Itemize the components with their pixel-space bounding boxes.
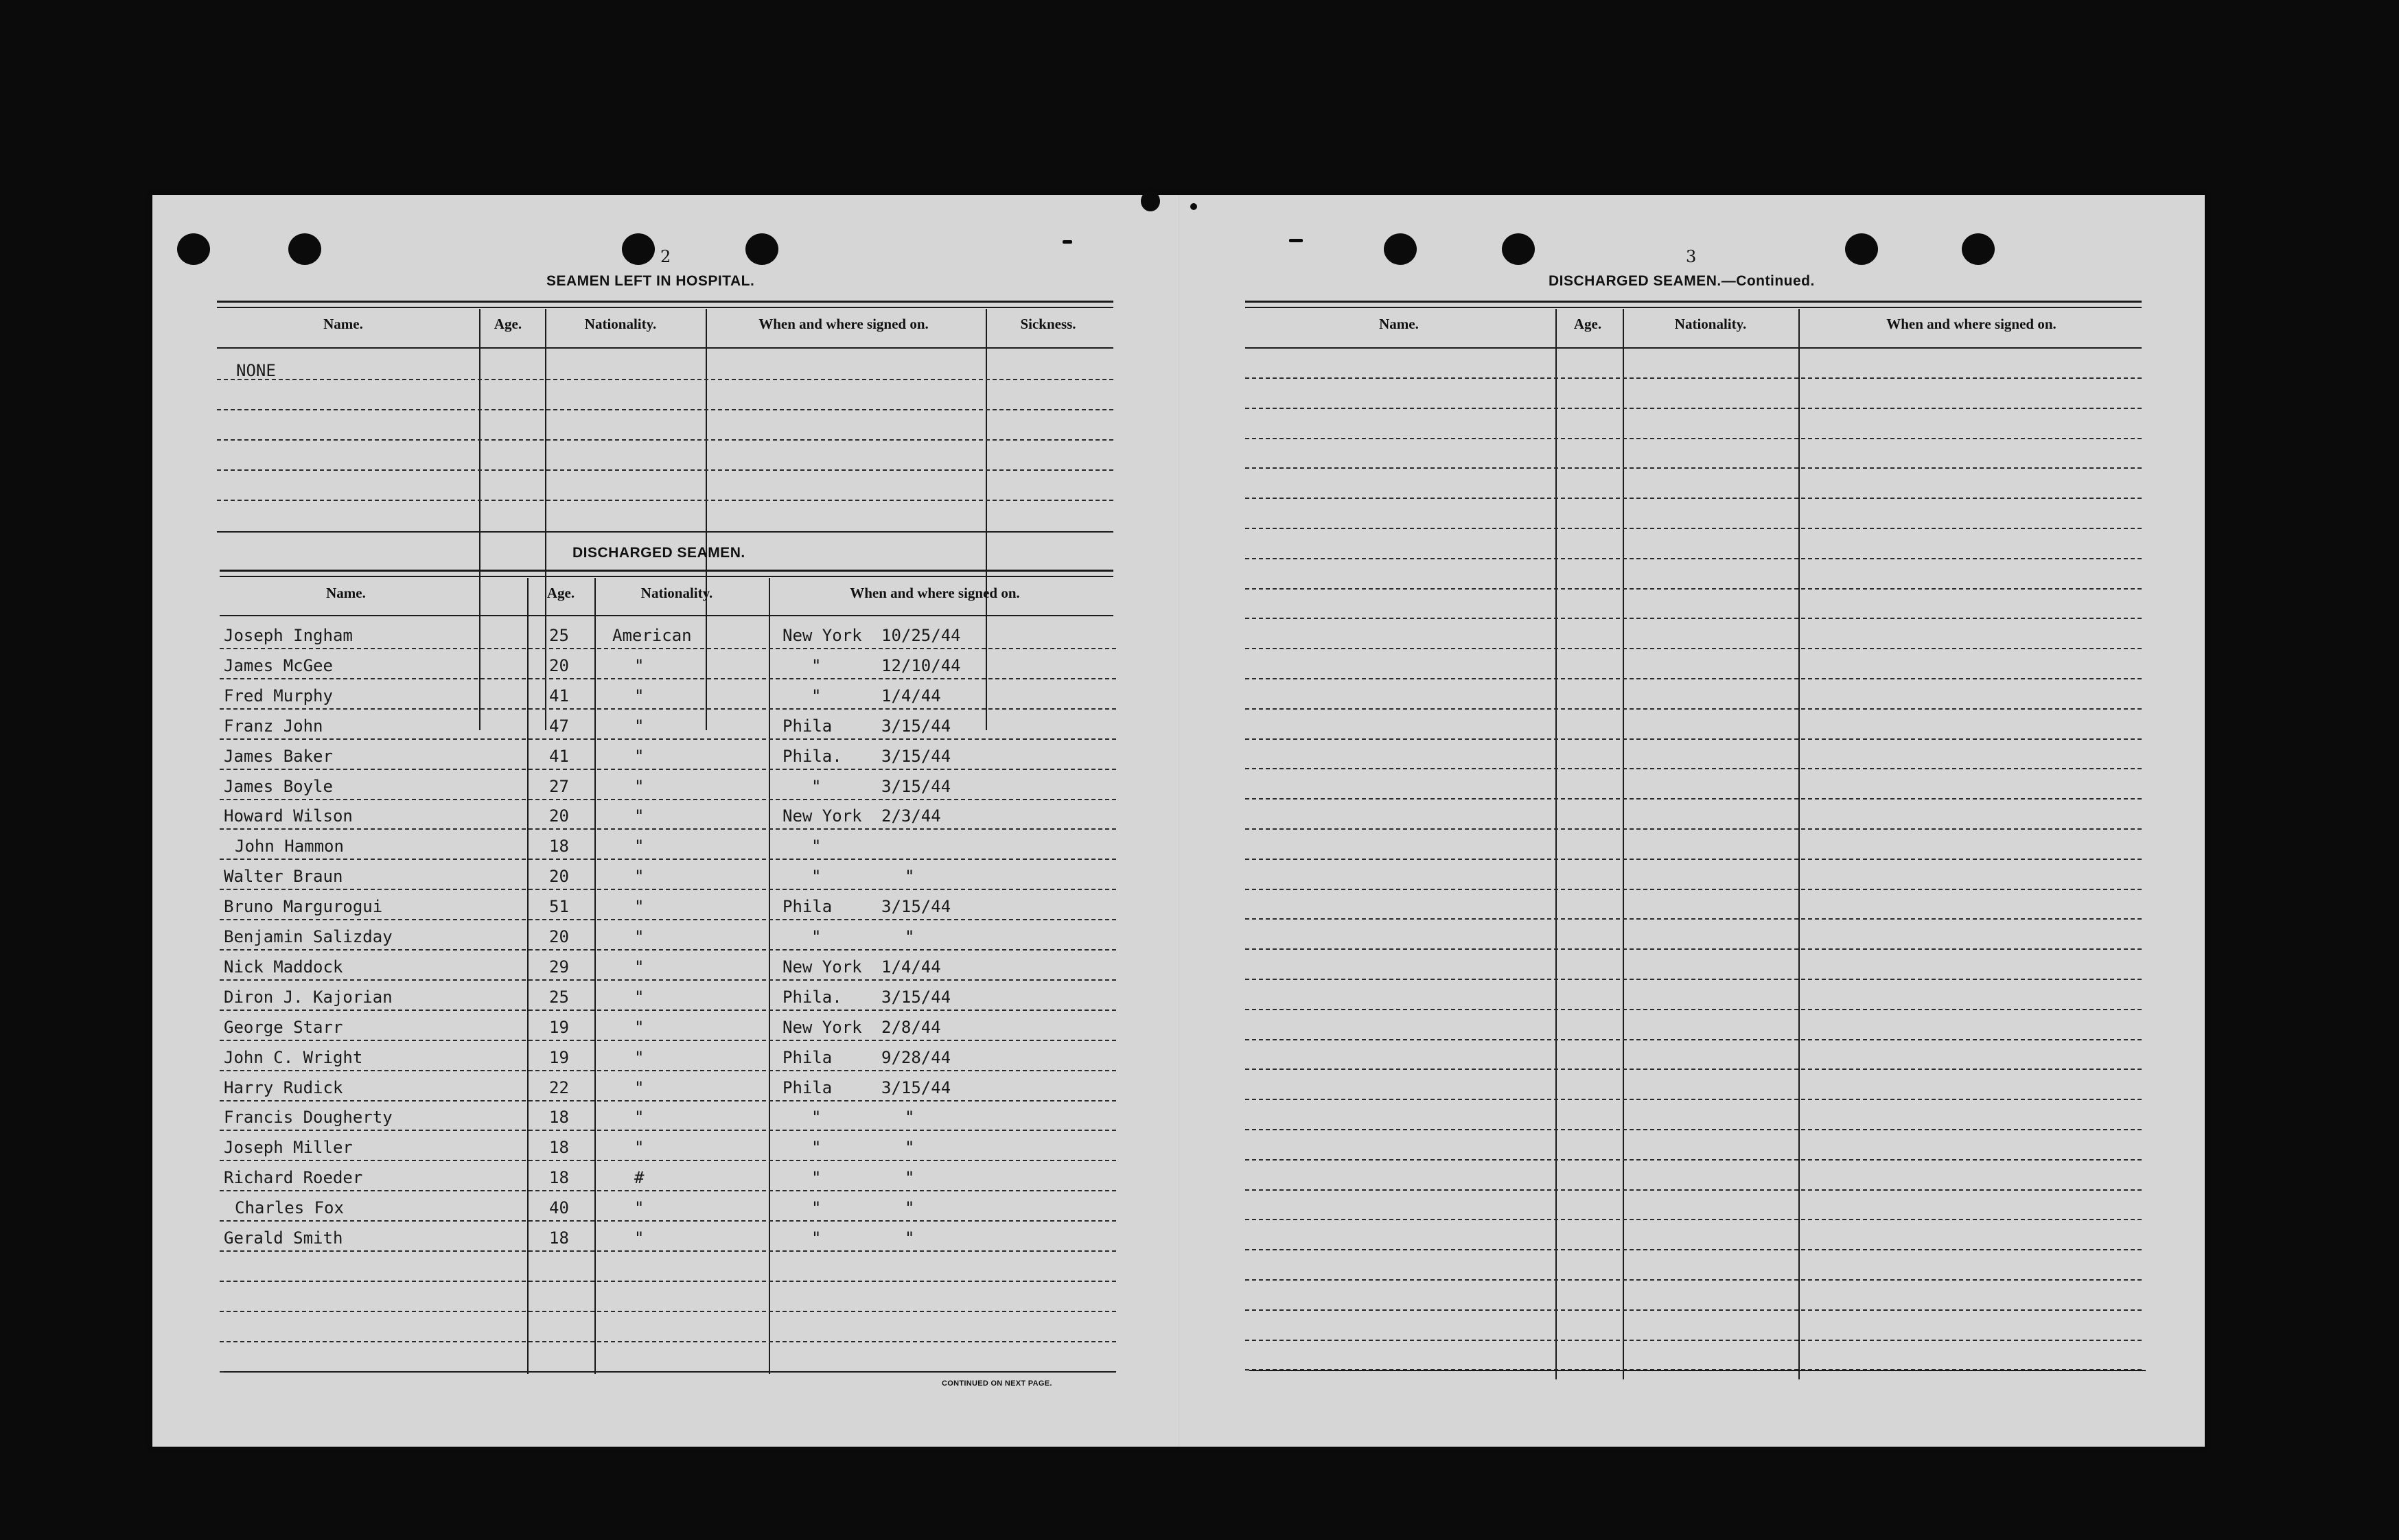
cell-nationality: " — [634, 777, 645, 796]
ruled-line — [1245, 1219, 2142, 1220]
ruled-line — [220, 1160, 1116, 1161]
top-rule — [217, 301, 1113, 303]
cell-nationality: " — [634, 1228, 645, 1248]
ruled-line — [1245, 377, 2142, 379]
cell-date: " — [905, 927, 915, 946]
cell-name: Bruno Margurogui — [224, 897, 383, 916]
cell-nationality: " — [634, 747, 645, 766]
ruled-line — [1245, 618, 2142, 619]
ruled-line — [220, 648, 1116, 649]
cell-name: Benjamin Salizday — [224, 927, 393, 946]
right-col-signed-on: When and where signed on. — [1886, 316, 2056, 332]
ruled-line — [1245, 408, 2142, 409]
ruled-line — [220, 1130, 1116, 1131]
ruled-line — [1245, 1189, 2142, 1191]
cell-nationality: American — [612, 626, 692, 645]
ruled-line — [1245, 859, 2142, 860]
cell-name: Richard Roeder — [224, 1168, 363, 1187]
col-divider — [527, 578, 529, 1374]
hospital-bottom-rule — [217, 531, 1113, 533]
cell-nationality: " — [634, 1108, 645, 1127]
cell-name: Gerald Smith — [224, 1228, 343, 1248]
cell-name: Walter Braun — [224, 867, 343, 886]
cell-place: " — [811, 1138, 822, 1157]
cell-date: " — [905, 867, 915, 886]
ruled-line — [1245, 1340, 2142, 1341]
ruled-line — [220, 828, 1116, 830]
cell-name: Joseph Miller — [224, 1138, 353, 1157]
ruled-line — [217, 439, 1113, 441]
ruled-line — [220, 889, 1116, 890]
cell-date: 1/4/44 — [881, 686, 941, 705]
ruled-line — [1245, 1159, 2142, 1160]
ink-speck — [1190, 203, 1197, 210]
discharged-top-rule-inner — [220, 576, 1113, 577]
cell-nationality: " — [634, 1048, 645, 1067]
ruled-line — [220, 1190, 1116, 1191]
cell-date: " — [905, 1198, 915, 1217]
ruled-line — [1245, 1069, 2142, 1070]
ruled-line — [220, 1220, 1116, 1222]
cell-date: " — [905, 1138, 915, 1157]
cell-place: Phila — [783, 1078, 833, 1097]
cell-age: 25 — [549, 626, 569, 645]
cell-nationality: " — [634, 656, 645, 675]
cell-date: 3/15/44 — [881, 777, 951, 796]
hospital-col-nationality: Nationality. — [584, 316, 657, 332]
col-divider — [769, 578, 770, 1374]
cell-place: Phila — [783, 716, 833, 736]
ruled-line — [1245, 798, 2142, 800]
hospital-col-signed-on: When and where signed on. — [758, 316, 929, 332]
cell-name: Joseph Ingham — [224, 626, 353, 645]
cell-name: James McGee — [224, 656, 333, 675]
cell-age: 22 — [549, 1078, 569, 1097]
ruled-line — [220, 1250, 1116, 1252]
cell-date: 2/3/44 — [881, 806, 941, 826]
cell-age: 41 — [549, 686, 569, 705]
cell-nationality: " — [634, 957, 645, 977]
cell-date: 3/15/44 — [881, 988, 951, 1007]
cell-age: 25 — [549, 988, 569, 1007]
top-rule-inner — [1245, 307, 2142, 308]
cell-nationality: " — [634, 1018, 645, 1037]
cell-place: " — [811, 1228, 822, 1248]
ruled-line — [1245, 588, 2142, 590]
cell-age: 18 — [549, 837, 569, 856]
col-divider — [479, 309, 480, 730]
top-rule-inner — [217, 307, 1113, 308]
center-fold — [1179, 195, 1180, 1447]
ruled-line — [1245, 918, 2142, 920]
right-section-title: DISCHARGED SEAMEN.—Continued. — [1549, 273, 1815, 289]
cell-nationality: " — [634, 897, 645, 916]
cell-nationality: " — [634, 927, 645, 946]
cell-age: 18 — [549, 1228, 569, 1248]
cell-nationality: " — [634, 867, 645, 886]
cell-age: 41 — [549, 747, 569, 766]
cell-age: 19 — [549, 1018, 569, 1037]
ruled-line — [220, 1341, 1116, 1342]
cell-age: 19 — [549, 1048, 569, 1067]
ruled-line — [1245, 738, 2142, 740]
ruled-line — [1245, 1279, 2142, 1281]
punch-hole — [1962, 233, 1995, 265]
cell-age: 47 — [549, 716, 569, 736]
cell-age: 27 — [549, 777, 569, 796]
cell-age: 18 — [549, 1108, 569, 1127]
cell-nationality: " — [634, 1078, 645, 1097]
header-underline — [217, 347, 1113, 349]
ruled-line — [1245, 648, 2142, 649]
cell-name: Fred Murphy — [224, 686, 333, 705]
ruled-line — [220, 1010, 1116, 1011]
ruled-line — [1245, 467, 2142, 469]
cell-name: Charles Fox — [235, 1198, 344, 1217]
cell-place: " — [811, 686, 822, 705]
ruled-line — [1245, 1039, 2142, 1040]
cell-nationality: " — [634, 837, 645, 856]
cell-date: 3/15/44 — [881, 747, 951, 766]
cell-place: " — [811, 867, 822, 886]
cell-name: James Boyle — [224, 777, 333, 796]
cell-place: New York — [783, 626, 862, 645]
col-divider — [594, 578, 596, 1374]
cell-date: 3/15/44 — [881, 897, 951, 916]
cell-nationality: # — [634, 1168, 645, 1187]
cell-name: Nick Maddock — [224, 957, 343, 977]
punch-hole — [1384, 233, 1417, 265]
cell-place: " — [811, 656, 822, 675]
ruled-line — [220, 799, 1116, 800]
cell-name: Francis Dougherty — [224, 1108, 393, 1127]
discharged-col-name: Name. — [326, 585, 366, 601]
cell-date: 1/4/44 — [881, 957, 941, 977]
ruled-line — [1245, 1099, 2142, 1100]
cell-place: " — [811, 1198, 822, 1217]
ruled-line — [1245, 828, 2142, 830]
ruled-line — [220, 1281, 1116, 1282]
cell-name: Franz John — [224, 716, 323, 736]
cell-place: New York — [783, 957, 862, 977]
punch-hole — [1845, 233, 1878, 265]
ruled-line — [1245, 1129, 2142, 1130]
cell-place: Phila. — [783, 747, 842, 766]
ruled-line — [1245, 1009, 2142, 1010]
ruled-line — [1245, 558, 2142, 559]
ruled-line — [1245, 678, 2142, 679]
ruled-line — [217, 500, 1113, 501]
cell-date: 12/10/44 — [881, 656, 961, 675]
discharged-col-nationality: Nationality. — [640, 585, 713, 601]
ruled-line — [1245, 708, 2142, 710]
ruled-line — [220, 708, 1116, 710]
ruled-line — [1245, 889, 2142, 890]
cell-date: 9/28/44 — [881, 1048, 951, 1067]
cell-date: 3/15/44 — [881, 1078, 951, 1097]
discharged-top-rule — [220, 570, 1113, 572]
page-number: 3 — [1686, 247, 1697, 266]
cell-age: 20 — [549, 867, 569, 886]
hospital-col-name: Name. — [323, 316, 363, 332]
cell-name: George Starr — [224, 1018, 343, 1037]
ruled-line — [1245, 1249, 2142, 1250]
cell-age: 20 — [549, 806, 569, 826]
cell-place: " — [811, 777, 822, 796]
ruled-line — [1245, 1309, 2142, 1311]
ruled-line — [1245, 979, 2142, 980]
cell-name: Diron J. Kajorian — [224, 988, 393, 1007]
hospital-col-age: Age. — [494, 316, 522, 332]
col-divider — [706, 309, 707, 730]
cell-age: 18 — [549, 1138, 569, 1157]
cell-age: 20 — [549, 927, 569, 946]
cell-age: 20 — [549, 656, 569, 675]
cell-place: New York — [783, 806, 862, 826]
discharged-col-signed-on: When and where signed on. — [850, 585, 1020, 601]
ruled-line — [1245, 438, 2142, 439]
ruled-line — [1245, 528, 2142, 529]
cell-nationality: " — [634, 988, 645, 1007]
ruled-line — [220, 1100, 1116, 1101]
cell-nationality: " — [634, 1198, 645, 1217]
cell-place: " — [811, 1168, 822, 1187]
cell-place: Phila. — [783, 988, 842, 1007]
cell-name: John Hammon — [235, 837, 344, 856]
ruled-line — [220, 979, 1116, 981]
discharged-bottom-rule — [224, 1371, 1116, 1373]
cell-date: 2/8/44 — [881, 1018, 941, 1037]
ruled-line — [220, 769, 1116, 770]
right-bottom-rule — [1249, 1370, 2146, 1371]
ruled-line — [220, 678, 1116, 679]
cell-nationality: " — [634, 686, 645, 705]
cell-name: Harry Rudick — [224, 1078, 343, 1097]
header-underline — [220, 615, 1113, 616]
ruled-line — [217, 379, 1113, 380]
ruled-line — [1245, 948, 2142, 950]
ruled-line — [1245, 498, 2142, 499]
cell-name: James Baker — [224, 747, 333, 766]
top-rule — [1245, 301, 2142, 303]
cell-name: Howard Wilson — [224, 806, 353, 826]
ruled-line — [220, 738, 1116, 740]
ruled-line — [220, 1311, 1116, 1312]
cell-place: " — [811, 837, 822, 856]
col-divider — [545, 309, 546, 730]
cell-date: " — [905, 1108, 915, 1127]
discharged-col-age: Age. — [546, 585, 575, 601]
hospital-section-title: SEAMEN LEFT IN HOSPITAL. — [546, 273, 755, 289]
ruled-line — [220, 949, 1116, 950]
cell-age: 51 — [549, 897, 569, 916]
ruled-line — [217, 469, 1113, 471]
col-divider — [986, 309, 987, 730]
right-col-name: Name. — [1379, 316, 1419, 332]
ruled-line — [220, 919, 1116, 920]
cell-nationality: " — [634, 806, 645, 826]
cell-nationality: " — [634, 716, 645, 736]
cell-age: 29 — [549, 957, 569, 977]
cell-age: 18 — [549, 1168, 569, 1187]
cell-place: " — [811, 927, 822, 946]
hospital-col-sickness: Sickness. — [1020, 316, 1076, 332]
cell-date: 10/25/44 — [881, 626, 961, 645]
hospital-entry: NONE — [236, 361, 276, 380]
cell-name: John C. Wright — [224, 1048, 363, 1067]
ruled-line — [220, 859, 1116, 860]
cell-place: New York — [783, 1018, 862, 1037]
header-underline — [1245, 347, 2142, 349]
ruled-line — [217, 409, 1113, 410]
punch-hole — [1502, 233, 1535, 265]
right-col-nationality: Nationality. — [1674, 316, 1747, 332]
cell-place: " — [811, 1108, 822, 1127]
cell-nationality: " — [634, 1138, 645, 1157]
ink-speck — [1289, 239, 1303, 242]
cell-date: " — [905, 1168, 915, 1187]
cell-place: Phila — [783, 1048, 833, 1067]
cell-date: 3/15/44 — [881, 716, 951, 736]
document-sheet — [152, 195, 2205, 1447]
ruled-line — [220, 1070, 1116, 1071]
cell-place: Phila — [783, 897, 833, 916]
continued-note: CONTINUED ON NEXT PAGE. — [942, 1379, 1052, 1388]
ruled-line — [1245, 768, 2142, 769]
right-col-age: Age. — [1573, 316, 1602, 332]
cell-age: 40 — [549, 1198, 569, 1217]
cell-date: " — [905, 1228, 915, 1248]
discharged-section-title: DISCHARGED SEAMEN. — [572, 545, 745, 561]
page-number: 2 — [660, 247, 671, 266]
ruled-line — [220, 1040, 1116, 1041]
